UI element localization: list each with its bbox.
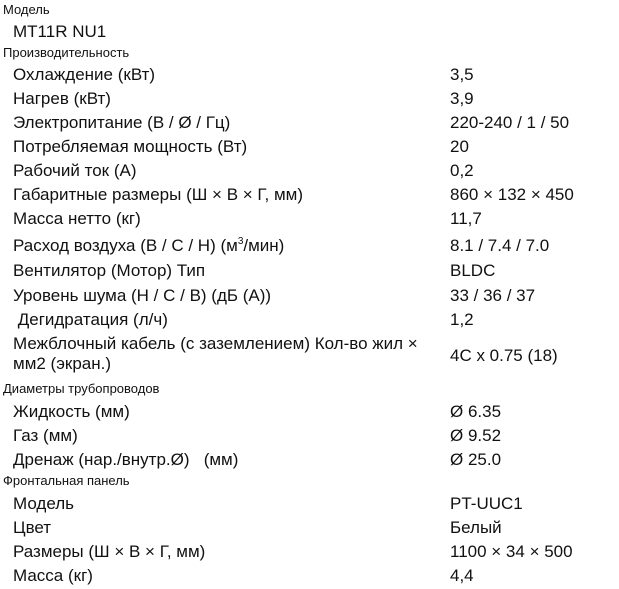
spec-value: BLDC bbox=[450, 261, 496, 280]
spec-value: 220-240 / 1 / 50 bbox=[450, 113, 570, 132]
spec-label: Дегидратация (л/ч) bbox=[13, 310, 168, 329]
spec-label: Рабочий ток (А) bbox=[13, 161, 137, 180]
spec-value: Ø 25.0 bbox=[450, 450, 502, 469]
airflow-label-superscript: 3 bbox=[237, 236, 244, 247]
spec-label: Газ (мм) bbox=[13, 426, 78, 445]
spec-value: 4,4 bbox=[450, 566, 474, 585]
airflow-label-prefix: Расход воздуха (В / С / Н) (м bbox=[13, 236, 238, 255]
spec-label: Нагрев (кВт) bbox=[13, 89, 111, 108]
section-panel-title: Фронтальная панель bbox=[3, 473, 130, 488]
spec-label: Масса нетто (кг) bbox=[13, 209, 141, 228]
spec-value: 8.1 / 7.4 / 7.0 bbox=[450, 236, 550, 255]
spec-value: 0,2 bbox=[450, 161, 474, 180]
spec-label: Дренаж (нар./внутр.Ø) (мм) bbox=[13, 450, 239, 469]
spec-value: 4C x 0.75 (18) bbox=[450, 346, 558, 365]
section-performance-title: Производительность bbox=[3, 45, 130, 60]
spec-label bbox=[13, 236, 284, 256]
spec-value: 3,9 bbox=[450, 89, 474, 108]
spec-label: Уровень шума (Н / С / В) (дБ (А)) bbox=[13, 286, 272, 305]
spec-value: Ø 6.35 bbox=[450, 402, 502, 421]
spec-label: Межблочный кабель (с заземлением) Кол-во жил × мм2 (экран.) bbox=[13, 334, 418, 373]
section-pipes-title: Диаметры трубопроводов bbox=[3, 381, 160, 396]
spec-label: Вентилятор (Мотор) Тип bbox=[13, 261, 206, 280]
spec-label: Электропитание (В / Ø / Гц) bbox=[13, 113, 231, 132]
spec-value: 20 bbox=[450, 137, 469, 156]
spec-value: Белый bbox=[450, 518, 502, 537]
spec-label: Потребляемая мощность (Вт) bbox=[13, 137, 248, 156]
airflow-label-suffix: /мин) bbox=[243, 236, 285, 255]
spec-value: 1100 × 34 × 500 bbox=[450, 542, 573, 561]
spec-value: 33 / 36 / 37 bbox=[450, 286, 536, 305]
spec-value: 11,7 bbox=[450, 209, 482, 228]
spec-label: Масса (кг) bbox=[13, 566, 93, 585]
spec-label: Размеры (Ш × В × Г, мм) bbox=[13, 542, 206, 561]
spec-value: 860 × 132 × 450 bbox=[450, 185, 574, 204]
spec-label: Цвет bbox=[13, 518, 52, 537]
model-value: MT11R NU1 bbox=[13, 22, 107, 41]
section-model-title: Модель bbox=[3, 2, 50, 17]
spec-label: Охлаждение (кВт) bbox=[13, 65, 156, 84]
spec-label: Жидкость (мм) bbox=[13, 402, 130, 421]
spec-value: Ø 9.52 bbox=[450, 426, 502, 445]
spec-value: PT-UUC1 bbox=[450, 494, 523, 513]
spec-value: 1,2 bbox=[450, 310, 474, 329]
spec-value: 3,5 bbox=[450, 65, 474, 84]
spec-label: Модель bbox=[13, 494, 75, 513]
spec-label: Габаритные размеры (Ш × В × Г, мм) bbox=[13, 185, 304, 204]
